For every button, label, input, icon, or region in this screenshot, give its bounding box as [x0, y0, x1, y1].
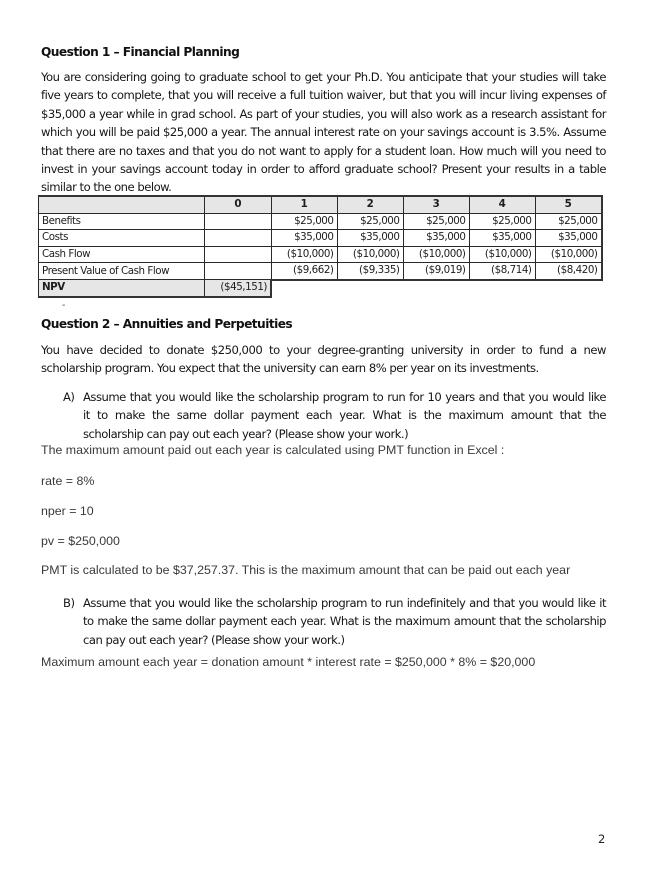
- part-a-line: it to make the same dollar payment each year. What is the maximum amount that the: [83, 408, 606, 423]
- table-cell: $25,000: [403, 213, 469, 230]
- table-cell: ($8,420): [535, 263, 602, 280]
- part-b-line: to make the same dollar payment each year. What is the maximum amount that the scholarship: [83, 614, 606, 629]
- table-cell: ($9,019): [403, 263, 469, 280]
- table-header-row: [39, 196, 602, 213]
- table-cell: ($9,662): [271, 263, 337, 280]
- header-cell: 1: [271, 196, 337, 213]
- table-cell: ($10,000): [403, 246, 469, 263]
- paragraph-line: that there are no taxes and that you do not want to apply for a student loan. How much will you need to: [41, 143, 606, 158]
- table-cell: ($9,335): [337, 263, 403, 280]
- header-cell: 4: [469, 196, 535, 213]
- row-label: Costs: [39, 230, 205, 247]
- paragraph-line: $35,000 a year while in grad school. As part of your studies, you will also work as a research assistant for: [41, 106, 606, 121]
- table-cell: ($10,000): [469, 246, 535, 263]
- table-cell: $35,000: [403, 230, 469, 247]
- table-cell: $25,000: [469, 213, 535, 230]
- table-cell: ($10,000): [337, 246, 403, 263]
- part-b-line: Assume that you would like the scholarship program to run indefinitely and that you would like it: [83, 596, 606, 610]
- table-cell: $25,000: [535, 213, 602, 230]
- table-cell: ($10,000): [535, 246, 602, 263]
- question-1-heading: Question 1 – Financial Planning: [41, 45, 240, 59]
- paragraph-line: You have decided to donate $250,000 to your degree-granting university in order to fund a new: [41, 343, 606, 357]
- table-cell: [205, 213, 272, 230]
- pmt-result: PMT is calculated to be $37,257.37. This is the maximum amount that can be paid out each year: [41, 563, 571, 577]
- paragraph-line: scholarship program. You expect that the university can earn 8% per year on its investments.: [41, 361, 539, 376]
- part-a-answer-intro: The maximum amount paid out each year is calculated using PMT function in Excel :: [41, 443, 505, 457]
- header-cell: 0: [205, 196, 272, 213]
- table-cell: $35,000: [337, 230, 403, 247]
- table-cell: [205, 246, 272, 263]
- table-cell: $35,000: [469, 230, 535, 247]
- paragraph-line: which you will be paid $25,000 a year. The annual interest rate on your savings account is 3.5%. Assume: [41, 125, 606, 140]
- pv-value: pv = $250,000: [41, 534, 120, 548]
- table-cell: $35,000: [535, 230, 602, 247]
- table-row: [39, 263, 602, 280]
- table-row: [39, 230, 602, 247]
- header-cell: [39, 196, 205, 213]
- part-b-answer: Maximum amount each year = donation amount * interest rate = $250,000 * 8% = $20,000: [41, 655, 536, 669]
- row-label: Present Value of Cash Flow: [39, 263, 205, 280]
- question-2-paragraph: [41, 341, 606, 378]
- paragraph-line: invest in your savings account today in order to afford graduate school? Present your results in a table: [41, 162, 606, 177]
- question-1-paragraph: [41, 68, 606, 197]
- npv-row: [39, 280, 602, 297]
- table-cell: [205, 263, 272, 280]
- npv-value: ($45,151): [205, 280, 272, 297]
- row-label: Benefits: [39, 213, 205, 230]
- paragraph-line: similar to the one below.: [41, 180, 172, 195]
- part-a-line: scholarship can pay out each year? (Please show your work.): [83, 426, 409, 441]
- row-label: Cash Flow: [39, 246, 205, 263]
- rate-value: rate = 8%: [41, 474, 95, 488]
- stray-dash: -: [62, 300, 66, 311]
- header-cell: 2: [337, 196, 403, 213]
- header-cell: 5: [535, 196, 602, 213]
- npv-label: NPV: [39, 280, 205, 297]
- paragraph-line: You are considering going to graduate school to get your Ph.D. You anticipate that your studies will take: [41, 70, 606, 84]
- table-cell: $25,000: [337, 213, 403, 230]
- nper-value: nper = 10: [41, 504, 94, 518]
- table-cell: $35,000: [271, 230, 337, 247]
- part-b-marker: B): [63, 596, 75, 610]
- part-b-line: can pay out each year? (Please show your work.): [83, 632, 345, 647]
- page-number: 2: [598, 832, 606, 846]
- paragraph-line: five years to complete, that you will receive a full tuition waiver, but that you will incur living expenses of: [41, 88, 606, 103]
- table-cell: [205, 230, 272, 247]
- table-cell: $25,000: [271, 213, 337, 230]
- cash-flow-table: [38, 195, 603, 298]
- question-2-heading: Question 2 – Annuities and Perpetuities: [41, 317, 293, 331]
- part-a-line: Assume that you would like the scholarship program to run for 10 years and that you would like: [83, 390, 606, 404]
- table-row: [39, 213, 602, 230]
- part-a-marker: A): [63, 390, 75, 404]
- table-cell: ($10,000): [271, 246, 337, 263]
- table-row: [39, 246, 602, 263]
- header-cell: 3: [403, 196, 469, 213]
- empty-cell: [271, 280, 602, 297]
- table-cell: ($8,714): [469, 263, 535, 280]
